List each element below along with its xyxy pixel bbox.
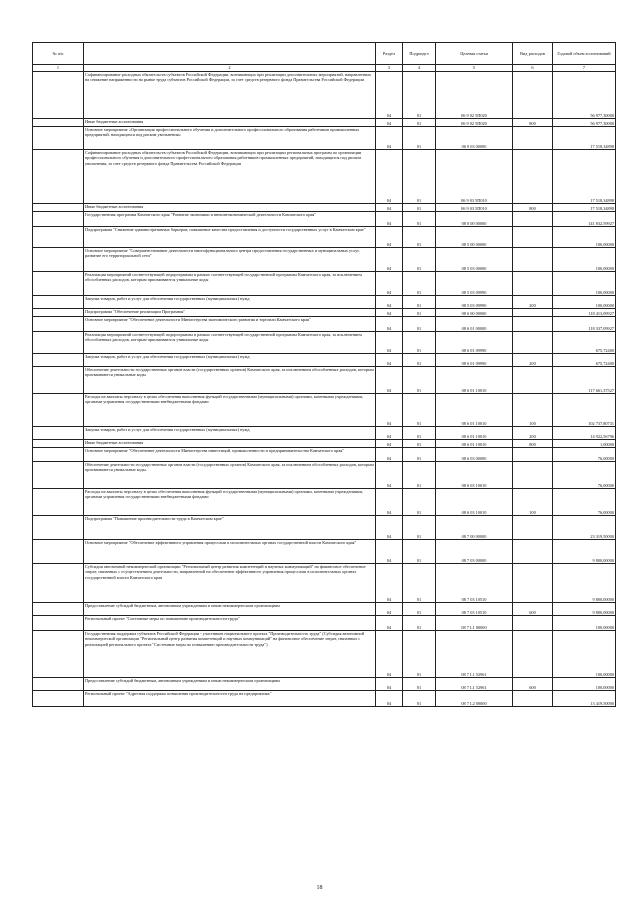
row-number-cell (33, 462, 84, 489)
table-row (33, 631, 616, 678)
column-index: 1 (33, 65, 84, 72)
row-amount-cell: 100,00000 (553, 248, 616, 272)
row-amount-cell: 118 337,09927 (553, 317, 616, 332)
row-subsection-cell: 01 (403, 332, 436, 354)
row-target-cell: 08 6 03 10010 (436, 489, 513, 516)
row-section-cell: 04 (376, 272, 403, 296)
row-subsection-cell: 01 (403, 150, 436, 204)
row-name-cell: Расходы на выплаты персоналу в целях обеспечения выполнения функций государственными (муниципальными) органами, казенными учреждениями, органами управления государственными внебюджетными фондами (84, 394, 376, 427)
row-target-cell: 08 6 01 10010 (436, 367, 513, 394)
row-target-cell: 08 7 00 00000 (436, 516, 513, 540)
row-expense-type-cell (513, 127, 553, 150)
row-subsection-cell: 01 (403, 367, 436, 394)
row-target-cell: 06 9 03 5П010 (436, 150, 513, 204)
row-subsection-cell: 01 (403, 354, 436, 367)
column-index: 5 (436, 65, 513, 72)
header-name (84, 43, 376, 65)
table-row (33, 272, 616, 296)
row-section-cell: 04 (376, 603, 403, 616)
table-row (33, 296, 616, 309)
table-row (33, 394, 616, 427)
table-row (33, 616, 616, 631)
row-target-cell: 08 7 L1 52961 (436, 631, 513, 678)
row-target-cell: 08 6 00 00000 (436, 309, 513, 317)
row-target-cell: 08 7 L1 00000 (436, 616, 513, 631)
row-section-cell: 04 (376, 489, 403, 516)
row-number-cell (33, 448, 84, 462)
row-name-cell: Софинансирование расходных обязательств субъектов Российской Федерации, возникающих при реализации региональных программ по организации профессионального обучения и дополнительного профессионального образования работников промышленных предприятий, находящихся под риском увольнения, за счет средств резервного фонда Правительства Российской Федерации (84, 150, 376, 204)
table-body (33, 72, 616, 707)
row-expense-type-cell: 800 (513, 119, 553, 127)
row-subsection-cell: 01 (403, 72, 436, 119)
row-name-cell: Государственная поддержка субъектов Российской Федерации - участников национального проекта "Производительность труда" (Субсидия автономной некоммерческой организации "Региональный центр развития компетенций и научных коммуникаций" на финансовое обеспечение затрат, связанных с реализацией регионального проекта "Системные меры по повышению производительности труда") (84, 631, 376, 678)
table-row (33, 309, 616, 317)
table-row (33, 367, 616, 394)
row-section-cell: 04 (376, 427, 403, 440)
row-expense-type-cell (513, 516, 553, 540)
row-target-cell: 08 5 03 00000 (436, 248, 513, 272)
budget-table (32, 42, 616, 707)
row-name-cell: Иные бюджетные ассигнования (84, 440, 376, 448)
row-expense-type-cell: 100 (513, 394, 553, 427)
row-number-cell (33, 678, 84, 691)
row-number-cell (33, 564, 84, 603)
column-index: 7 (553, 65, 616, 72)
table-row (33, 462, 616, 489)
row-number-cell (33, 332, 84, 354)
row-expense-type-cell (513, 631, 553, 678)
table-row (33, 212, 616, 227)
row-target-cell: 06 9 02 5П020 (436, 119, 513, 127)
row-section-cell: 04 (376, 248, 403, 272)
header-num: № п/п (33, 43, 84, 65)
row-subsection-cell: 01 (403, 440, 436, 448)
row-name-cell: Софинансирование расходных обязательств субъектов Российской Федерации, возникающих при реализации дополнительных мероприятий, направленных на снижение напряженности на рынке труда субъектов Российской Федерации, за счет средств резервного фонда Правительства Российской Федерации (84, 72, 376, 119)
row-amount-cell: 100,00000 (553, 272, 616, 296)
row-amount-cell: 56 977,30000 (553, 72, 616, 119)
row-subsection-cell: 01 (403, 204, 436, 212)
row-name-cell: Расходы на выплаты персоналу в целях обеспечения выполнения функций государственными (муниципальными) органами, казенными учреждениями, органами управления государственными внебюджетными фондами (84, 489, 376, 516)
row-amount-cell: 100,00000 (553, 296, 616, 309)
row-section-cell: 04 (376, 296, 403, 309)
row-number-cell (33, 367, 84, 394)
row-section-cell: 04 (376, 127, 403, 150)
row-number-cell (33, 119, 84, 127)
row-target-cell: 06 9 03 5П010 (436, 204, 513, 212)
row-amount-cell: 56 977,30000 (553, 119, 616, 127)
row-name-cell: Закупка товаров, работ и услуг для обеспечения государственных (муниципальных) нужд (84, 354, 376, 367)
row-subsection-cell: 01 (403, 603, 436, 616)
row-number-cell (33, 427, 84, 440)
header-target: Целевая статья (436, 43, 513, 65)
table-row (33, 448, 616, 462)
row-subsection-cell: 01 (403, 119, 436, 127)
row-number-cell (33, 616, 84, 631)
row-number-cell (33, 204, 84, 212)
row-subsection-cell: 01 (403, 631, 436, 678)
table-row (33, 691, 616, 707)
row-subsection-cell: 01 (403, 448, 436, 462)
row-subsection-cell: 01 (403, 309, 436, 317)
row-amount-cell: 1,00000 (553, 440, 616, 448)
row-target-cell: 08 7 L2 00000 (436, 691, 513, 707)
table-row (33, 119, 616, 127)
row-number-cell (33, 440, 84, 448)
column-index: 2 (84, 65, 376, 72)
table-row (33, 440, 616, 448)
table-row (33, 564, 616, 603)
row-target-cell: 08 6 01 09990 (436, 354, 513, 367)
row-amount-cell: 9 800,00000 (553, 540, 616, 564)
row-name-cell: Региональный проект "Системные меры по повышению производительности труда" (84, 616, 376, 631)
row-target-cell: 08 7 03 10510 (436, 564, 513, 603)
row-amount-cell: 675,72400 (553, 354, 616, 367)
row-name-cell: Иные бюджетные ассигнования (84, 119, 376, 127)
row-section-cell: 04 (376, 227, 403, 248)
header-section: Раздел (376, 43, 403, 65)
row-name-cell: Предоставление субсидий бюджетным, автономным учреждениям и иным некоммерческим организациям (84, 678, 376, 691)
row-number-cell (33, 691, 84, 707)
row-expense-type-cell (513, 227, 553, 248)
row-subsection-cell: 01 (403, 248, 436, 272)
row-name-cell: Подпрограмма "Повышение производительности труда в Камчатском крае" (84, 516, 376, 540)
row-name-cell: Закупка товаров, работ и услуг для обеспечения государственных (муниципальных) нужд (84, 296, 376, 309)
row-number-cell (33, 150, 84, 204)
row-target-cell: 08 6 01 10010 (436, 427, 513, 440)
row-amount-cell: 100,00000 (553, 678, 616, 691)
row-target-cell: 08 6 01 10010 (436, 394, 513, 427)
row-expense-type-cell: 200 (513, 296, 553, 309)
row-subsection-cell: 01 (403, 272, 436, 296)
row-number-cell (33, 489, 84, 516)
row-subsection-cell: 01 (403, 489, 436, 516)
row-amount-cell: 675,72400 (553, 332, 616, 354)
row-amount-cell: 23 319,50000 (553, 516, 616, 540)
row-amount-cell: 13 419,50000 (553, 691, 616, 707)
row-subsection-cell: 01 (403, 462, 436, 489)
row-section-cell: 04 (376, 462, 403, 489)
row-subsection-cell: 01 (403, 317, 436, 332)
row-number-cell (33, 72, 84, 119)
row-name-cell: Обеспечение деятельности государственных органов власти (государственных органов) Камчатского края, за исключением обособленных расходов, которым присваиваются уникальные коды. (84, 462, 376, 489)
row-section-cell: 04 (376, 367, 403, 394)
row-subsection-cell: 01 (403, 678, 436, 691)
row-amount-cell: 141 832,59927 (553, 212, 616, 227)
row-name-cell: Основное мероприятие "Обеспечение эффективного управления процессами в исполнительных органах государственной власти Камчатского края" (84, 540, 376, 564)
row-subsection-cell: 01 (403, 227, 436, 248)
row-target-cell: 08 7 03 00000 (436, 540, 513, 564)
row-expense-type-cell: 800 (513, 204, 553, 212)
row-subsection-cell: 01 (403, 564, 436, 603)
row-number-cell (33, 272, 84, 296)
row-amount-cell: 100,00000 (553, 631, 616, 678)
row-section-cell: 04 (376, 332, 403, 354)
row-amount-cell: 17 518,34898 (553, 150, 616, 204)
row-name-cell: Реализация мероприятий соответствующей подпрограммы в рамках соответствующей государственной программы Камчатского края, за исключением обособленных расходов, которым присваиваются уникальные коды (84, 272, 376, 296)
row-number-cell (33, 540, 84, 564)
row-number-cell (33, 317, 84, 332)
row-name-cell: Основное мероприятие "Обеспечение деятельности Министерства экономического развития и торговли Камчатского края" (84, 317, 376, 332)
row-name-cell: Закупка товаров, работ и услуг для обеспечения государственных (муниципальных) нужд (84, 427, 376, 440)
row-expense-type-cell (513, 272, 553, 296)
row-expense-type-cell (513, 691, 553, 707)
row-name-cell: Предоставление субсидий бюджетным, автономным учреждениям и иным некоммерческим организациям (84, 603, 376, 616)
row-number-cell (33, 227, 84, 248)
table-row (33, 204, 616, 212)
table-row (33, 248, 616, 272)
row-number-cell (33, 309, 84, 317)
row-name-cell: Основное мероприятие "Обеспечение деятельности Министерства инвестиций, промышленности и предпринимательства Камчатского края" (84, 448, 376, 462)
table-row (33, 516, 616, 540)
row-section-cell: 04 (376, 354, 403, 367)
table-row (33, 540, 616, 564)
row-expense-type-cell (513, 212, 553, 227)
row-name-cell: Основное мероприятие "Совершенствование деятельности многофункционального центра предоставления государственных и муниципальных услуг, развитие его территориальной сети" (84, 248, 376, 272)
row-expense-type-cell (513, 616, 553, 631)
table-row (33, 150, 616, 204)
row-subsection-cell: 01 (403, 212, 436, 227)
row-subsection-cell: 01 (403, 296, 436, 309)
row-subsection-cell: 01 (403, 427, 436, 440)
row-section-cell: 04 (376, 678, 403, 691)
row-target-cell: 08 6 01 09990 (436, 332, 513, 354)
row-expense-type-cell: 600 (513, 603, 553, 616)
row-expense-type-cell: 200 (513, 354, 553, 367)
row-number-cell (33, 354, 84, 367)
table-row (33, 427, 616, 440)
row-section-cell: 04 (376, 212, 403, 227)
row-name-cell: Реализация мероприятий соответствующей подпрограммы в рамках соответствующей государственной программы Камчатского края, за исключением обособленных расходов, которым присваиваются уникальные коды (84, 332, 376, 354)
row-name-cell: Подпрограмма "Снижение административных барьеров, повышение качества предоставления и доступности государственных услуг в Камчатском крае" (84, 227, 376, 248)
row-section-cell: 04 (376, 440, 403, 448)
row-section-cell: 04 (376, 119, 403, 127)
row-target-cell: 08 0 00 00000 (436, 212, 513, 227)
row-amount-cell: 100,00000 (553, 616, 616, 631)
row-target-cell: 08 6 01 00000 (436, 317, 513, 332)
table-row (33, 317, 616, 332)
row-number-cell (33, 631, 84, 678)
row-expense-type-cell: 800 (513, 440, 553, 448)
row-target-cell: 08 6 03 10010 (436, 462, 513, 489)
column-index: 4 (403, 65, 436, 72)
row-target-cell: 08 5 03 09990 (436, 296, 513, 309)
row-subsection-cell: 01 (403, 616, 436, 631)
row-subsection-cell: 01 (403, 127, 436, 150)
row-expense-type-cell (513, 309, 553, 317)
row-expense-type-cell (513, 367, 553, 394)
row-amount-cell: 17 518,34898 (553, 127, 616, 150)
row-amount-cell: 14 922,56796 (553, 427, 616, 440)
row-name-cell: Обеспечение деятельности государственных органов власти (государственных органов) Камчатского края, за исключением обособленных расходов, которым присваиваются уникальные коды (84, 367, 376, 394)
row-section-cell: 04 (376, 448, 403, 462)
row-section-cell: 04 (376, 72, 403, 119)
row-expense-type-cell (513, 332, 553, 354)
page-number: 18 (316, 885, 323, 891)
row-target-cell: 06 9 02 5П020 (436, 72, 513, 119)
row-subsection-cell: 01 (403, 691, 436, 707)
row-target-cell: 08 5 03 09990 (436, 272, 513, 296)
row-section-cell: 04 (376, 394, 403, 427)
column-index-row (33, 65, 616, 72)
table-header-row (33, 43, 616, 65)
row-section-cell: 04 (376, 516, 403, 540)
row-amount-cell: 118 413,09927 (553, 309, 616, 317)
row-expense-type-cell (513, 72, 553, 119)
row-expense-type-cell: 100 (513, 489, 553, 516)
row-amount-cell: 9 800,00000 (553, 564, 616, 603)
row-expense-type-cell (513, 462, 553, 489)
row-expense-type-cell: 600 (513, 678, 553, 691)
row-amount-cell: 100,00000 (553, 227, 616, 248)
row-expense-type-cell (513, 540, 553, 564)
row-subsection-cell: 01 (403, 516, 436, 540)
row-name-cell: Основное мероприятие «Организация профессионального обучения и дополнительного профессионального образования работников промышленных предприятий, находящихся под риском увольнения» (84, 127, 376, 150)
row-section-cell: 04 (376, 309, 403, 317)
row-target-cell: 08 6 01 10010 (436, 440, 513, 448)
column-index: 3 (376, 65, 403, 72)
table-row (33, 72, 616, 119)
row-section-cell: 04 (376, 631, 403, 678)
row-section-cell: 04 (376, 564, 403, 603)
row-target-cell: 08 5 00 00000 (436, 227, 513, 248)
row-name-cell: Подпрограмма "Обеспечение реализации Программы" (84, 309, 376, 317)
row-expense-type-cell (513, 448, 553, 462)
row-expense-type-cell (513, 317, 553, 332)
row-amount-cell: 9 800,00000 (553, 603, 616, 616)
row-number-cell (33, 516, 84, 540)
table-row (33, 354, 616, 367)
row-target-cell: 06 9 03 00000 (436, 127, 513, 150)
row-section-cell: 04 (376, 150, 403, 204)
row-section-cell: 04 (376, 204, 403, 212)
row-number-cell (33, 394, 84, 427)
row-amount-cell: 17 518,34898 (553, 204, 616, 212)
row-expense-type-cell (513, 248, 553, 272)
header-expense-type: Вид расходов (513, 43, 553, 65)
header-subsection: Подраздел (403, 43, 436, 65)
row-section-cell: 04 (376, 691, 403, 707)
row-number-cell (33, 248, 84, 272)
row-number-cell (33, 212, 84, 227)
row-amount-cell: 76,00000 (553, 448, 616, 462)
row-amount-cell: 76,00000 (553, 489, 616, 516)
row-amount-cell: 102 737,80731 (553, 394, 616, 427)
row-section-cell: 04 (376, 317, 403, 332)
table-row (33, 227, 616, 248)
row-target-cell: 08 7 03 10510 (436, 603, 513, 616)
row-subsection-cell: 01 (403, 394, 436, 427)
row-section-cell: 04 (376, 540, 403, 564)
table-row (33, 489, 616, 516)
row-number-cell (33, 296, 84, 309)
row-name-cell: Иные бюджетные ассигнования (84, 204, 376, 212)
table-row (33, 603, 616, 616)
table-row (33, 127, 616, 150)
row-section-cell: 04 (376, 616, 403, 631)
row-expense-type-cell (513, 150, 553, 204)
row-name-cell: Государственная программа Камчатского края "Развитие экономики и внешнеэкономической деятельности Камчатского края" (84, 212, 376, 227)
table-row (33, 332, 616, 354)
row-amount-cell: 76,00000 (553, 462, 616, 489)
row-name-cell: Субсидия автономной некоммерческой организации "Региональный центр развития компетенций и научных коммуникаций" на финансовое обеспечение затрат, связанных с осуществлением деятельности, направленной на обеспечение эффективного управления процессами в исполнительных органах государственной власти Камчатского края (84, 564, 376, 603)
row-target-cell: 08 6 03 00000 (436, 448, 513, 462)
row-expense-type-cell: 200 (513, 427, 553, 440)
table-row (33, 678, 616, 691)
row-subsection-cell: 01 (403, 540, 436, 564)
row-target-cell: 08 7 L1 52961 (436, 678, 513, 691)
column-index: 6 (513, 65, 553, 72)
row-expense-type-cell (513, 564, 553, 603)
row-number-cell (33, 603, 84, 616)
row-number-cell (33, 127, 84, 150)
row-name-cell: Региональный проект "Адресная поддержка повышения производительности труда на предприятиях" (84, 691, 376, 707)
header-volume: Годовой объем ассигнований (553, 43, 616, 65)
row-amount-cell: 117 661,37527 (553, 367, 616, 394)
